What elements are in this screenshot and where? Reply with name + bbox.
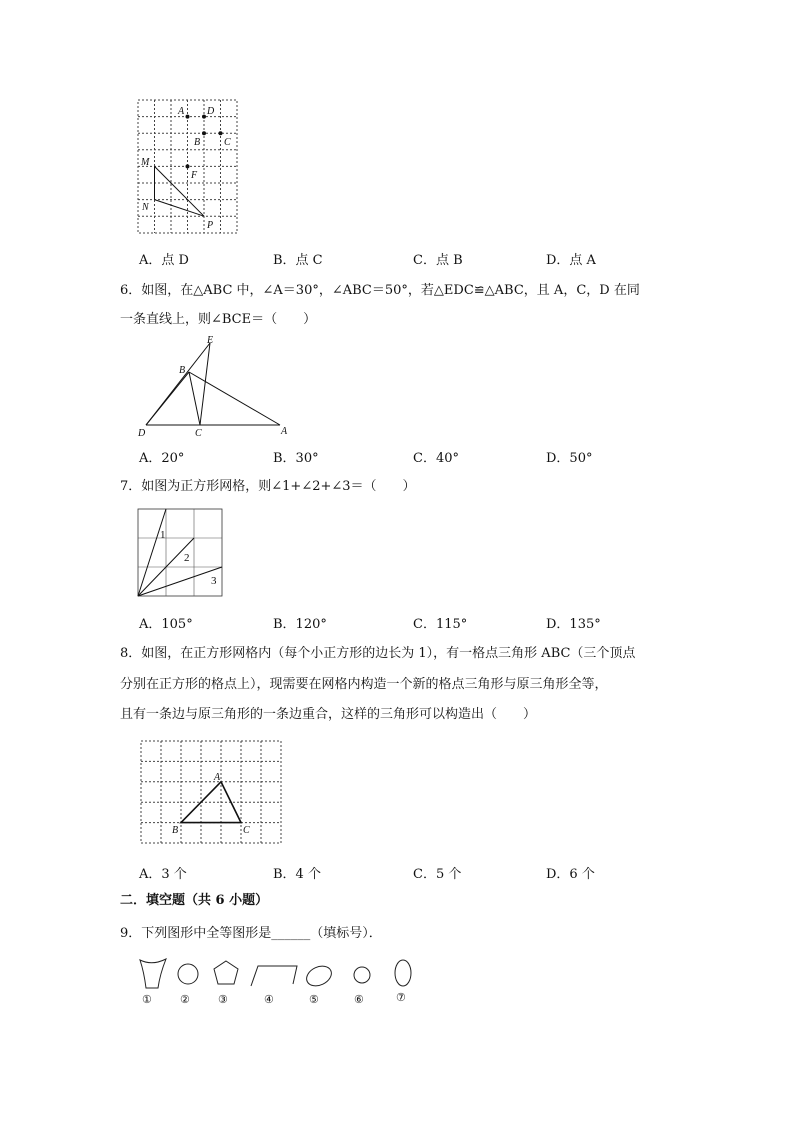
q8-option-a[interactable]: A．3 个 (139, 867, 187, 882)
q9-shapes-figure (136, 954, 421, 1008)
q9-shape-label-6: ⑥ (354, 994, 364, 1006)
q6-label-d: D (138, 428, 146, 439)
q5-label-a: A (178, 106, 185, 117)
q6-triangle-figure (136, 333, 296, 439)
q7-rays (138, 509, 222, 596)
q5-option-b[interactable]: B．点 C (273, 253, 323, 268)
q6-option-a[interactable]: A．20° (139, 451, 185, 466)
q9-shape-4 (251, 966, 297, 986)
q5-grid-figure (138, 100, 238, 235)
q9-shape-label-5: ⑤ (309, 994, 319, 1006)
q7-angle-1-label: 1 (160, 529, 166, 541)
q5-label-b: B (194, 137, 201, 148)
q5-label-n: N (142, 202, 149, 213)
q8-label-c: C (243, 825, 250, 836)
q5-point-b (202, 131, 206, 135)
q8-option-b[interactable]: B．4 个 (273, 867, 321, 882)
q5-point-d (202, 115, 206, 119)
q9-shape-label-4: ④ (264, 994, 274, 1006)
q8-question-line-3: 且有一条边与原三角形的一条边重合，这样的三角形可以构造出（ ） (120, 707, 537, 722)
q8-question-line-1: 8．如图，在正方形网格内（每个小正方形的边长为 1），有一格点三角形 ABC（三个顶点 (120, 646, 636, 661)
q9-shape-6 (354, 967, 370, 983)
q7-option-b[interactable]: B．120° (273, 617, 327, 632)
q6-label-c: C (195, 428, 202, 439)
q5-option-a[interactable]: A．点 D (139, 253, 189, 268)
q5-label-f: F (191, 170, 198, 181)
q9-question-line-1: 9．下列图形中全等图形是______（填标号）． (120, 926, 382, 941)
q9-shape-1 (140, 959, 166, 988)
q8-label-a: A (214, 772, 221, 783)
q6-option-d[interactable]: D．50° (546, 451, 593, 466)
q6-label-a: A (281, 426, 288, 437)
q9-shape-label-7: ⑦ (396, 992, 406, 1004)
q6-question-line-2: 一条直线上，则∠BCE＝（ ） (120, 312, 317, 327)
q5-option-d[interactable]: D．点 A (546, 253, 596, 268)
q6-question-line-1: 6．如图，在△ABC 中，∠A＝30°，∠ABC＝50°，若△EDC≌△ABC，且 A，C，D 在同 (120, 283, 640, 298)
q9-shape-2 (178, 964, 198, 984)
q9-shape-label-3: ③ (218, 994, 228, 1006)
q8-option-c[interactable]: C．5 个 (413, 867, 462, 882)
q7-angle-3-label: 3 (211, 575, 217, 587)
q9-shape-label-2: ② (180, 994, 190, 1006)
q6-option-c[interactable]: C．40° (413, 451, 459, 466)
q6-lines (146, 343, 280, 425)
q8-option-d[interactable]: D．6 个 (546, 867, 595, 882)
q8-label-b: B (172, 825, 179, 836)
q5-label-c: C (224, 137, 231, 148)
q7-option-c[interactable]: C．115° (413, 617, 468, 632)
q5-option-c[interactable]: C．点 B (413, 253, 463, 268)
q7-angle-2-label: 2 (184, 552, 190, 564)
q8-question-line-2: 分别在正方形的格点上），现需要在网格内构造一个新的格点三角形与原三角形全等， (120, 677, 608, 692)
q9-shape-7 (395, 960, 411, 986)
q5-label-m: M (141, 157, 150, 168)
q9-shape-5 (303, 962, 334, 989)
q7-grid-figure (138, 509, 228, 599)
q6-label-e: E (207, 335, 214, 346)
q7-question-line-1: 7．如图为正方形网格，则∠1+∠2+∠3＝（ ） (120, 479, 416, 494)
q7-option-a[interactable]: A．105° (139, 617, 193, 632)
q6-label-b: B (179, 365, 186, 376)
section-2-heading: 二．填空题（共 6 小题） (120, 893, 269, 908)
q5-label-d: D (207, 106, 215, 117)
q8-grid-figure (141, 741, 283, 845)
q5-point-a (186, 115, 190, 119)
q5-label-p: P (207, 220, 214, 231)
q5-point-c (219, 131, 223, 135)
q9-shape-label-1: ① (142, 994, 152, 1006)
q7-option-d[interactable]: D．135° (546, 617, 601, 632)
q9-shape-3 (214, 961, 238, 984)
q6-option-b[interactable]: B．30° (273, 451, 319, 466)
q5-point-f (186, 164, 190, 168)
